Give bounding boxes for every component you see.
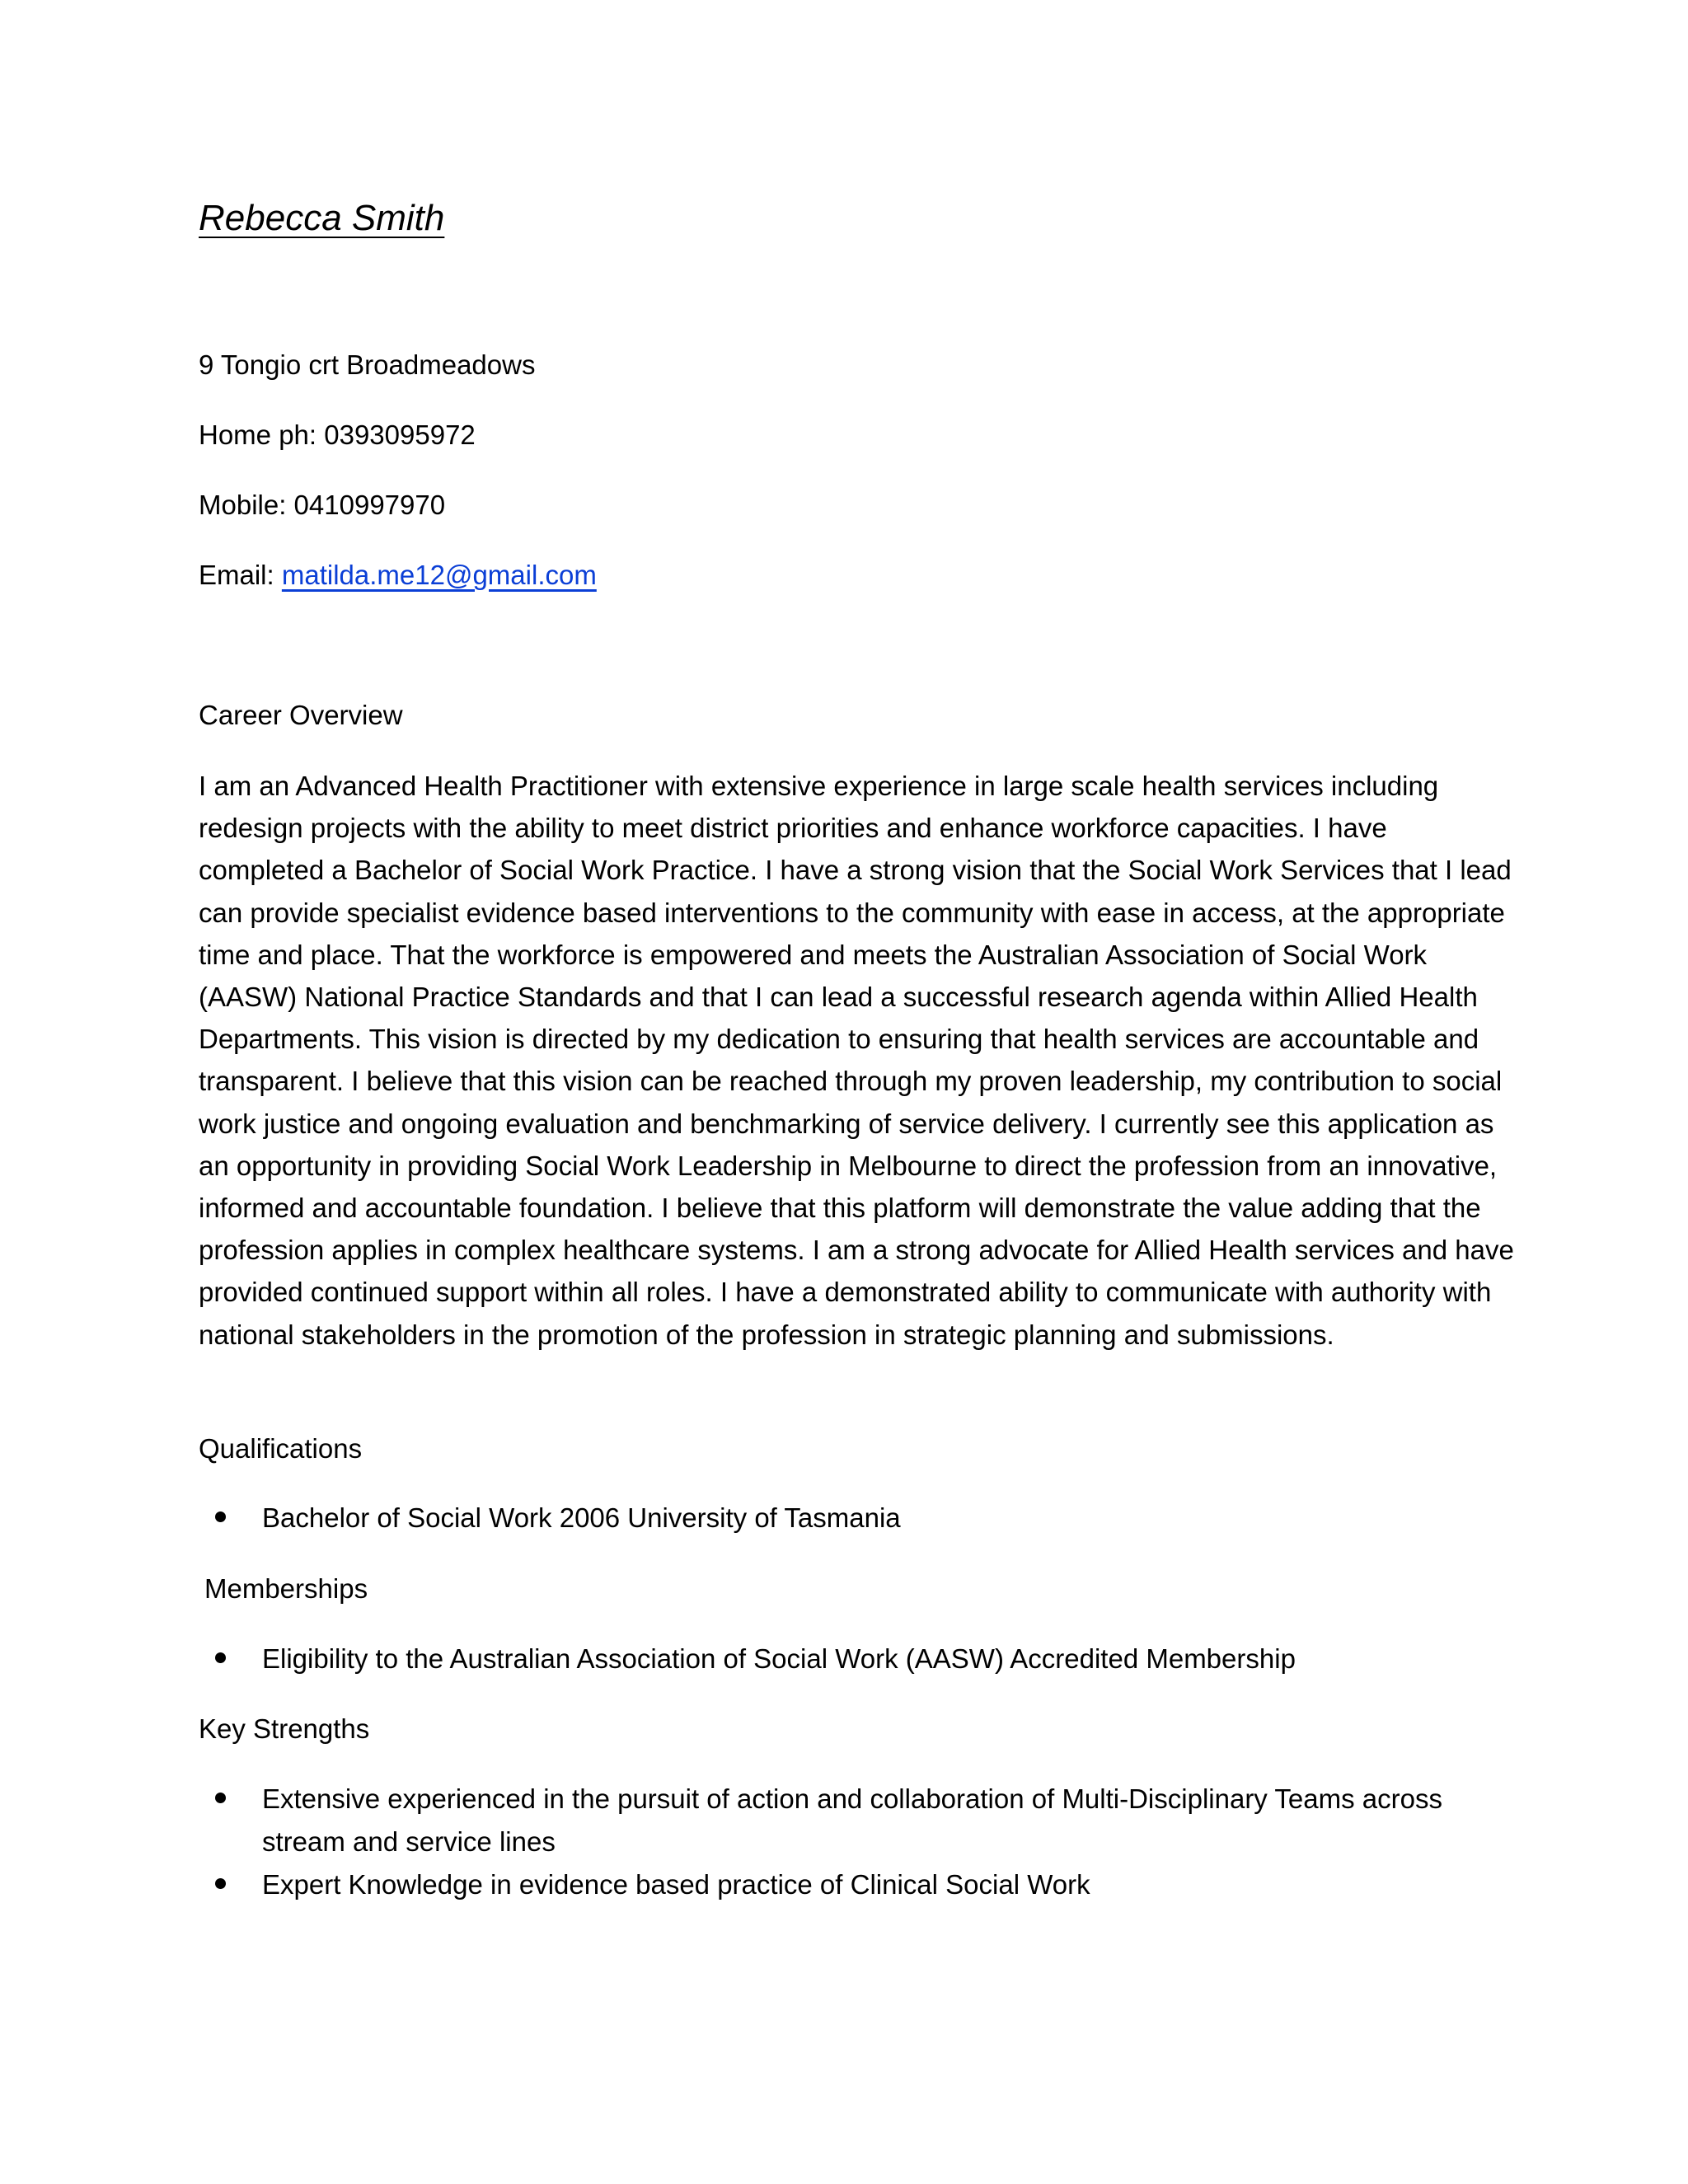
- career-overview-body: I am an Advanced Health Practitioner with extensive experience in large scale health services including redesign projects with the ability to meet district priorities and enhance workforce capacities. I have completed a Bachelor of Social Work Practice. I have a strong vision that the Social Work Services that I lead can provide specialist evidence based interventions to the community with ease in access, at the appropriate time and place. That the workforce is empowered and meets the Australian Association of Social Work (AASW) National Practice Standards and that I can lead a successful research agenda within Allied Health Departments. This vision is directed by my dedication to ensuring that health services are accountable and transparent. I believe that this vision can be reached through my proven leadership, my contribution to social work justice and ongoing evaluation and benchmarking of service delivery. I currently see this application as an opportunity in providing Social Work Leadership in Melbourne to direct the profession from an innovative, informed and accountable foundation. I believe that this platform will demonstrate the value adding that the profession applies in complex healthcare systems. I am a strong advocate for Allied Health services and have provided continued support within all roles. I have a demonstrated ability to communicate with authority with national stakeholders in the promotion of the profession in strategic planning and submissions.: [199, 771, 1514, 1350]
- list-item: [199, 1497, 1517, 1540]
- email-line: [199, 559, 597, 592]
- home-phone: Home ph: 0393095972: [199, 419, 476, 450]
- career-overview-heading: Career Overview: [199, 700, 403, 730]
- bullet-icon: [215, 1793, 226, 1803]
- qualification-text: Bachelor of Social Work 2006 University of Tasmania: [262, 1502, 901, 1533]
- key-strengths-list: [199, 1778, 1517, 1906]
- strength-text: Extensive experienced in the pursuit of action and collaboration of Multi-Disciplinary Teams across stream and service lines: [262, 1783, 1442, 1857]
- bullet-icon: [215, 1652, 226, 1663]
- mobile-phone: Mobile: 0410997970: [199, 490, 446, 520]
- memberships-heading: Memberships: [204, 1573, 368, 1604]
- address: 9 Tongio crt Broadmeadows: [199, 349, 536, 380]
- memberships-list: [199, 1638, 1517, 1680]
- list-item: [199, 1638, 1517, 1680]
- key-strengths-heading: Key Strengths: [199, 1713, 370, 1744]
- email-label: Email:: [199, 560, 282, 590]
- bullet-icon: [215, 1511, 226, 1522]
- membership-text: Eligibility to the Australian Association of Social Work (AASW) Accredited Membership: [262, 1643, 1296, 1674]
- list-item: [199, 1863, 1517, 1906]
- qualifications-list: [199, 1497, 1517, 1540]
- list-item: [199, 1778, 1517, 1863]
- candidate-name: Rebecca Smith: [199, 198, 445, 238]
- strength-text: Expert Knowledge in evidence based practice of Clinical Social Work: [262, 1869, 1090, 1900]
- email-link[interactable]: matilda.me12@gmail.com: [281, 560, 597, 590]
- qualifications-heading: Qualifications: [199, 1433, 363, 1464]
- bullet-icon: [215, 1878, 226, 1889]
